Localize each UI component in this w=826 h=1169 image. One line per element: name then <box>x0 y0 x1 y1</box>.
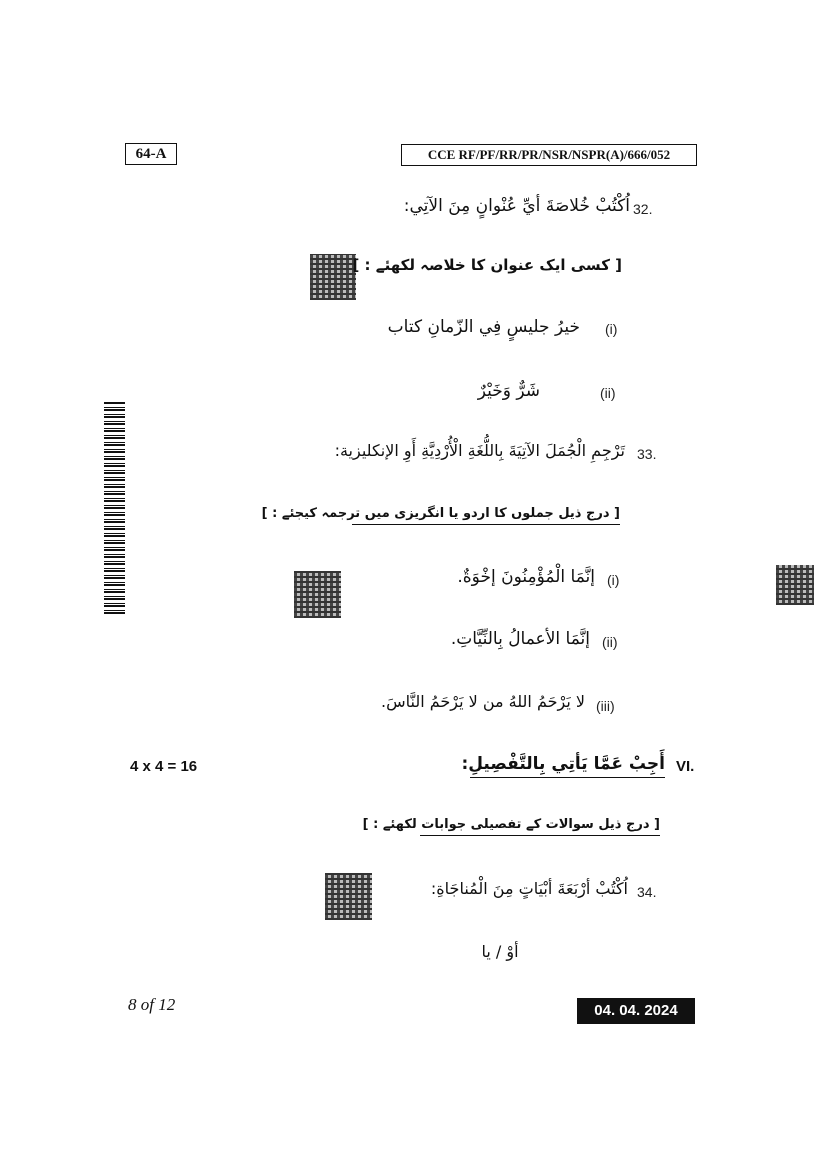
urdu-instruction: [ درج ذیل جملوں کا اردو یا انگریزی میں ترجمہ کیجئے : ] <box>352 506 620 525</box>
qr-code-image <box>325 873 372 920</box>
section-heading-arabic: أَجِبْ عَمَّا يَأتِي بِالتَّفْصِيلِ: <box>470 754 665 778</box>
exam-code: CCE RF/PF/RR/PR/NSR/NSPR(A)/666/052 <box>401 144 697 166</box>
question-arabic: اُكْتُبْ أرْبَعَةَ أبْيَاتٍ مِنَ الْمُناجَاةِ: <box>430 879 628 898</box>
or-separator: أوْ / یا <box>481 942 519 961</box>
qr-code-image <box>776 565 814 605</box>
question-number: 32. <box>633 201 653 217</box>
question-number: 33. <box>637 446 657 462</box>
qr-code-image <box>294 571 341 618</box>
page-number: 8 of 12 <box>128 995 176 1014</box>
item-text: خيرُ جليسٍ فِي الزّمانِ كتاب <box>387 317 580 337</box>
item-number: (iii) <box>596 698 615 714</box>
section-label: VI. <box>676 758 695 775</box>
paper-code: 64-A <box>125 143 177 165</box>
exam-date: 04. 04. 2024 <box>577 998 695 1024</box>
barcode-image <box>104 402 125 614</box>
item-number: (i) <box>605 321 618 337</box>
qr-code-image <box>310 254 356 300</box>
question-arabic: تَرْجِمِ الْجُمَلَ الآتِيَةَ بِاللُّغَةِ الْأُرْدِيَّةِ أَوِ الإنكليزية: <box>334 441 625 460</box>
item-text: لا يَرْحَمُ اللهُ من لا يَرْحَمُ النَّاسَ. <box>381 692 585 711</box>
item-text: إنَّمَا الأعمالُ بِالنِّيَّاتِ. <box>450 629 590 649</box>
section-marks: 4 x 4 = 16 <box>130 758 198 775</box>
item-number: (ii) <box>600 385 616 401</box>
urdu-instruction: [ درج ذیل سوالات کے تفصیلی جوابات لکھئے : ] <box>420 817 660 836</box>
item-text: شَرٌّ وَخَيْرٌ <box>477 381 540 401</box>
question-arabic: اُكْتُبْ خُلاصَةَ أيِّ عُنْوانٍ مِنَ الآتِي: <box>403 196 630 216</box>
item-text: إنَّمَا الْمُؤْمِنُونَ إخْوَةٌ. <box>457 567 595 587</box>
item-number: (ii) <box>602 634 618 650</box>
question-number: 34. <box>637 884 657 900</box>
item-number: (i) <box>607 572 620 588</box>
urdu-instruction: [ کسی ایک عنوان کا خلاصہ لکھئے : ] <box>352 256 622 274</box>
